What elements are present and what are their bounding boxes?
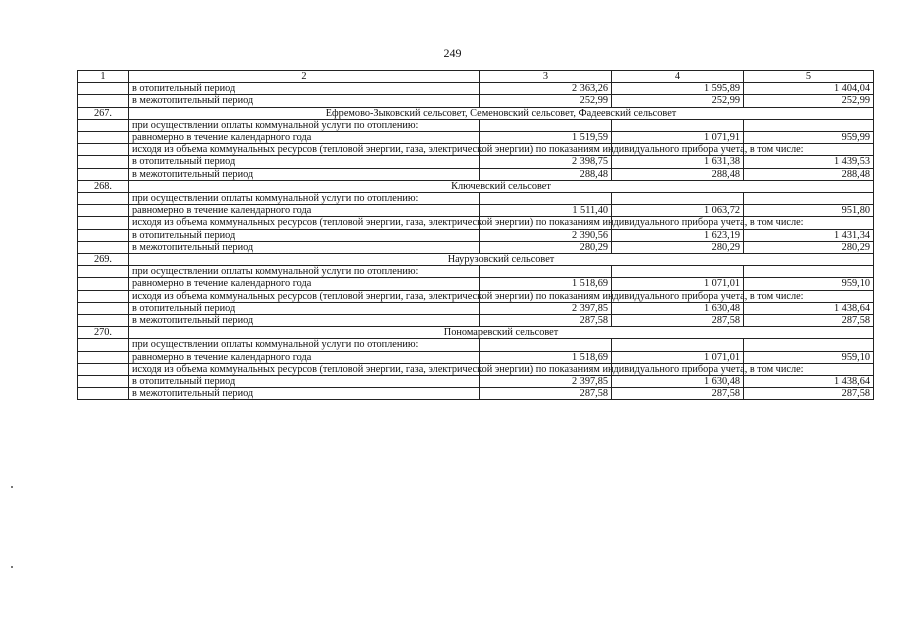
row-label: в отопительный период bbox=[129, 156, 480, 168]
value-col5: 1 438,64 bbox=[744, 376, 874, 388]
row-label: в межотопительный период bbox=[129, 95, 480, 107]
number-cell bbox=[78, 156, 129, 168]
value-col3: 1 518,69 bbox=[480, 351, 612, 363]
value-col3: 287,58 bbox=[480, 315, 612, 327]
table-row bbox=[78, 302, 874, 314]
number-cell bbox=[78, 290, 129, 302]
number-cell bbox=[78, 217, 129, 229]
row-label: в межотопительный период bbox=[129, 168, 480, 180]
number-cell bbox=[78, 363, 129, 375]
value-col4: 1 071,01 bbox=[612, 278, 744, 290]
consumption-label: исходя из объема коммунальных ресурсов (тепловой энергии, газа, электрической энергии) по показаниям индивидуального прибора учета, в том числе: bbox=[129, 363, 480, 375]
intro-label: при осуществлении оплаты коммунальной услуги по отоплению: bbox=[129, 266, 480, 278]
intro-label: при осуществлении оплаты коммунальной услуги по отоплению: bbox=[129, 193, 480, 205]
number-cell bbox=[78, 168, 129, 180]
value-col3: 252,99 bbox=[480, 95, 612, 107]
table-row bbox=[78, 315, 874, 327]
header-cell-2: 2 bbox=[129, 71, 480, 83]
consumption-label: исходя из объема коммунальных ресурсов (тепловой энергии, газа, электрической энергии) по показаниям индивидуального прибора учета, в том числе: bbox=[129, 144, 480, 156]
table-row bbox=[78, 351, 874, 363]
value-col5: 959,10 bbox=[744, 278, 874, 290]
value-col3: 2 398,75 bbox=[480, 156, 612, 168]
number-cell bbox=[78, 315, 129, 327]
number-cell bbox=[78, 132, 129, 144]
value-col3: 287,58 bbox=[480, 388, 612, 400]
table-row bbox=[78, 156, 874, 168]
value-col5: 1 431,34 bbox=[744, 229, 874, 241]
row-label: равномерно в течение календарного года bbox=[129, 278, 480, 290]
empty-cell bbox=[612, 339, 744, 351]
value-col5: 1 404,04 bbox=[744, 83, 874, 95]
table-row bbox=[78, 376, 874, 388]
number-cell bbox=[78, 302, 129, 314]
value-col4: 287,58 bbox=[612, 315, 744, 327]
number-cell bbox=[78, 229, 129, 241]
table-row bbox=[78, 339, 874, 351]
value-col3: 2 390,56 bbox=[480, 229, 612, 241]
row-label: в межотопительный период bbox=[129, 315, 480, 327]
value-col3: 1 518,69 bbox=[480, 278, 612, 290]
table-row bbox=[78, 229, 874, 241]
table-header-row bbox=[78, 71, 874, 83]
intro-label: при осуществлении оплаты коммунальной услуги по отоплению: bbox=[129, 119, 480, 131]
table-row bbox=[78, 95, 874, 107]
table-row bbox=[78, 278, 874, 290]
value-col4: 252,99 bbox=[612, 95, 744, 107]
empty-cell bbox=[744, 266, 874, 278]
row-label: равномерно в течение календарного года bbox=[129, 205, 480, 217]
table-row bbox=[78, 144, 874, 156]
value-col5: 959,99 bbox=[744, 132, 874, 144]
value-col5: 287,58 bbox=[744, 315, 874, 327]
table-row bbox=[78, 83, 874, 95]
section-title-row bbox=[78, 327, 874, 339]
section-number: 269. bbox=[78, 254, 129, 266]
intro-label: при осуществлении оплаты коммунальной услуги по отоплению: bbox=[129, 339, 480, 351]
section-title: Ефремово-Зыковский сельсовет, Семеновский сельсовет, Фадеевский сельсовет bbox=[129, 107, 874, 119]
table-row bbox=[78, 119, 874, 131]
row-label: равномерно в течение календарного года bbox=[129, 132, 480, 144]
number-cell bbox=[78, 266, 129, 278]
number-cell bbox=[78, 119, 129, 131]
consumption-label: исходя из объема коммунальных ресурсов (тепловой энергии, газа, электрической энергии) по показаниям индивидуального прибора учета, в том числе: bbox=[129, 290, 480, 302]
section-title: Пономаревский сельсовет bbox=[129, 327, 874, 339]
number-cell bbox=[78, 388, 129, 400]
number-cell bbox=[78, 351, 129, 363]
value-col4: 1 630,48 bbox=[612, 376, 744, 388]
empty-cell bbox=[612, 193, 744, 205]
value-col5: 959,10 bbox=[744, 351, 874, 363]
tariff-table bbox=[77, 70, 874, 400]
section-title: Наурузовский сельсовет bbox=[129, 254, 874, 266]
number-cell bbox=[78, 83, 129, 95]
table-row bbox=[78, 241, 874, 253]
table-row bbox=[78, 266, 874, 278]
scan-speck bbox=[11, 486, 13, 488]
table-row bbox=[78, 132, 874, 144]
value-col4: 1 623,19 bbox=[612, 229, 744, 241]
number-cell bbox=[78, 278, 129, 290]
value-col3: 2 397,85 bbox=[480, 376, 612, 388]
value-col3: 280,29 bbox=[480, 241, 612, 253]
header-cell-3: 3 bbox=[480, 71, 612, 83]
value-col4: 287,58 bbox=[612, 388, 744, 400]
value-col5: 287,58 bbox=[744, 388, 874, 400]
value-col5: 288,48 bbox=[744, 168, 874, 180]
page-number: 249 bbox=[443, 46, 462, 60]
section-title-row bbox=[78, 180, 874, 192]
number-cell bbox=[78, 95, 129, 107]
value-col4: 1 071,01 bbox=[612, 351, 744, 363]
table-body bbox=[78, 71, 874, 400]
header-cell-1: 1 bbox=[78, 71, 129, 83]
value-col3: 1 511,40 bbox=[480, 205, 612, 217]
number-cell bbox=[78, 193, 129, 205]
empty-cell bbox=[612, 119, 744, 131]
table-row bbox=[78, 217, 874, 229]
value-col4: 1 595,89 bbox=[612, 83, 744, 95]
value-col5: 280,29 bbox=[744, 241, 874, 253]
value-col4: 1 063,72 bbox=[612, 205, 744, 217]
value-col5: 252,99 bbox=[744, 95, 874, 107]
table-row bbox=[78, 363, 874, 375]
row-label: в отопительный период bbox=[129, 302, 480, 314]
empty-cell bbox=[744, 119, 874, 131]
table-row bbox=[78, 193, 874, 205]
empty-cell bbox=[480, 266, 612, 278]
row-label: в отопительный период bbox=[129, 376, 480, 388]
value-col5: 951,80 bbox=[744, 205, 874, 217]
section-title-row bbox=[78, 254, 874, 266]
table-row bbox=[78, 388, 874, 400]
scan-speck bbox=[11, 566, 13, 568]
empty-cell bbox=[480, 339, 612, 351]
empty-cell bbox=[744, 193, 874, 205]
row-label: равномерно в течение календарного года bbox=[129, 351, 480, 363]
header-cell-4: 4 bbox=[612, 71, 744, 83]
number-cell bbox=[78, 376, 129, 388]
number-cell bbox=[78, 144, 129, 156]
number-cell bbox=[78, 339, 129, 351]
empty-cell bbox=[480, 193, 612, 205]
value-col4: 1 631,38 bbox=[612, 156, 744, 168]
value-col4: 1 630,48 bbox=[612, 302, 744, 314]
table-row bbox=[78, 290, 874, 302]
value-col5: 1 438,64 bbox=[744, 302, 874, 314]
empty-cell bbox=[480, 119, 612, 131]
section-title-row bbox=[78, 107, 874, 119]
value-col3: 2 397,85 bbox=[480, 302, 612, 314]
number-cell bbox=[78, 241, 129, 253]
row-label: в межотопительный период bbox=[129, 241, 480, 253]
table-row bbox=[78, 205, 874, 217]
section-number: 270. bbox=[78, 327, 129, 339]
value-col4: 1 071,91 bbox=[612, 132, 744, 144]
section-number: 268. bbox=[78, 180, 129, 192]
value-col4: 280,29 bbox=[612, 241, 744, 253]
empty-cell bbox=[612, 266, 744, 278]
section-title: Ключевский сельсовет bbox=[129, 180, 874, 192]
empty-cell bbox=[744, 339, 874, 351]
number-cell bbox=[78, 205, 129, 217]
value-col5: 1 439,53 bbox=[744, 156, 874, 168]
consumption-label: исходя из объема коммунальных ресурсов (тепловой энергии, газа, электрической энергии) по показаниям индивидуального прибора учета, в том числе: bbox=[129, 217, 480, 229]
row-label: в межотопительный период bbox=[129, 388, 480, 400]
value-col3: 1 519,59 bbox=[480, 132, 612, 144]
table-row bbox=[78, 168, 874, 180]
row-label: в отопительный период bbox=[129, 83, 480, 95]
row-label: в отопительный период bbox=[129, 229, 480, 241]
section-number: 267. bbox=[78, 107, 129, 119]
value-col3: 288,48 bbox=[480, 168, 612, 180]
header-cell-5: 5 bbox=[744, 71, 874, 83]
value-col4: 288,48 bbox=[612, 168, 744, 180]
value-col3: 2 363,26 bbox=[480, 83, 612, 95]
